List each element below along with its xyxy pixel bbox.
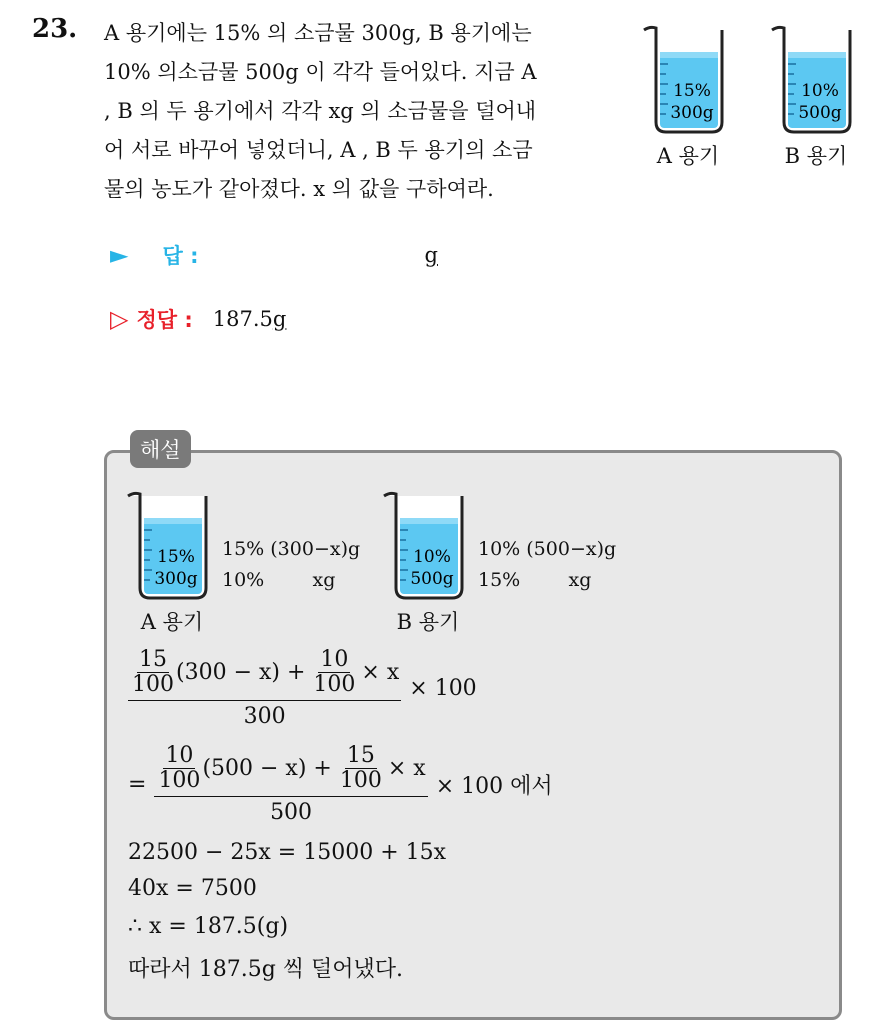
- solution-line-3: ∴ x = 187.5(g): [128, 914, 289, 939]
- solution-line-2: 40x = 7500: [128, 876, 257, 901]
- big-fraction-2: $\frac{10}{100}$ (500 − x) + $\frac{15}{100}$ × x 500: [154, 744, 427, 826]
- beaker-a-label: A 용기: [656, 144, 720, 168]
- solution-line-1: 22500 − 25x = 15000 + 15x: [128, 840, 447, 865]
- solution-beaker-b-label: B 용기: [396, 610, 460, 634]
- beaker-b-amount: 500g: [798, 103, 842, 123]
- problem-text: [104, 14, 624, 209]
- fraction: $\frac{10}{100}$: [158, 743, 201, 794]
- solution-beaker-b-amount: 500g: [410, 569, 454, 589]
- solution-note-a1: 15% (300−x)g: [222, 538, 361, 560]
- correct-answer-value: 187.5: [212, 307, 273, 331]
- equation-2: [128, 744, 553, 826]
- answer-unit[interactable]: g: [424, 243, 438, 267]
- problem-line: A 용기에는 15% 의 소금물 300g, B 용기에는: [104, 21, 532, 45]
- answer-label: 답 :: [162, 244, 199, 268]
- beaker-b: [768, 22, 864, 170]
- fraction: $\frac{10}{100}$: [313, 647, 356, 698]
- equation-2-tail: × 100 에서: [435, 774, 553, 800]
- solution-tab: 해설: [130, 430, 191, 468]
- equation-1: [128, 648, 477, 730]
- beaker-b-icon: [768, 22, 864, 134]
- big-fraction-1: $\frac{15}{100}$ (300 − x) + $\frac{10}{100}$ × x 300: [128, 648, 401, 730]
- solution-line-4: 따라서 187.5g 씩 덜어냈다.: [128, 957, 404, 982]
- answer-row: [110, 240, 438, 270]
- beaker-b-percent: 10%: [801, 81, 839, 101]
- solution-beaker-a-label: A 용기: [140, 610, 204, 634]
- problem-line: 10% 의소금물 500g 이 각각 들어있다. 지금 A: [104, 60, 537, 84]
- play-icon: ►: [110, 241, 129, 269]
- solution-beaker-a: [124, 488, 220, 636]
- problem-number: 23.: [32, 14, 78, 44]
- solution-beaker-b-icon: [380, 488, 476, 600]
- beaker-a-percent: 15%: [673, 81, 711, 101]
- beaker-b-label: B 용기: [784, 144, 848, 168]
- solution-beaker-b: [380, 488, 476, 636]
- solution-beaker-b-percent: 10%: [413, 547, 451, 567]
- solution-beaker-a-icon: [124, 488, 220, 600]
- beaker-a: [640, 22, 736, 170]
- play-outline-icon: ▷: [110, 305, 129, 333]
- fraction: $\frac{15}{100}$: [132, 647, 174, 698]
- problem-line: , B 의 두 용기에서 각각 xg 의 소금물을 덜어내: [104, 99, 537, 123]
- correct-answer-unit: g: [272, 307, 287, 331]
- correct-answer-label: 정답 :: [136, 308, 193, 332]
- solution-note-b2: 15% xg: [478, 569, 592, 591]
- solution-note-b1: 10% (500−x)g: [478, 538, 617, 560]
- correct-answer-row: [110, 304, 286, 334]
- fraction: $\frac{15}{100}$: [339, 743, 382, 794]
- problem-line: 물의 농도가 같아졌다. x 의 값을 구하여라.: [104, 177, 494, 201]
- equals-sign: =: [128, 772, 147, 798]
- solution-beaker-a-amount: 300g: [154, 569, 198, 589]
- beaker-a-icon: [640, 22, 736, 134]
- beaker-a-amount: 300g: [670, 103, 714, 123]
- equation-1-tail: × 100: [409, 676, 477, 702]
- problem-line: 어 서로 바꾸어 넣었더니, A , B 두 용기의 소금: [104, 138, 533, 162]
- solution-beaker-a-percent: 15%: [157, 547, 195, 567]
- solution-note-a2: 10% xg: [222, 569, 336, 591]
